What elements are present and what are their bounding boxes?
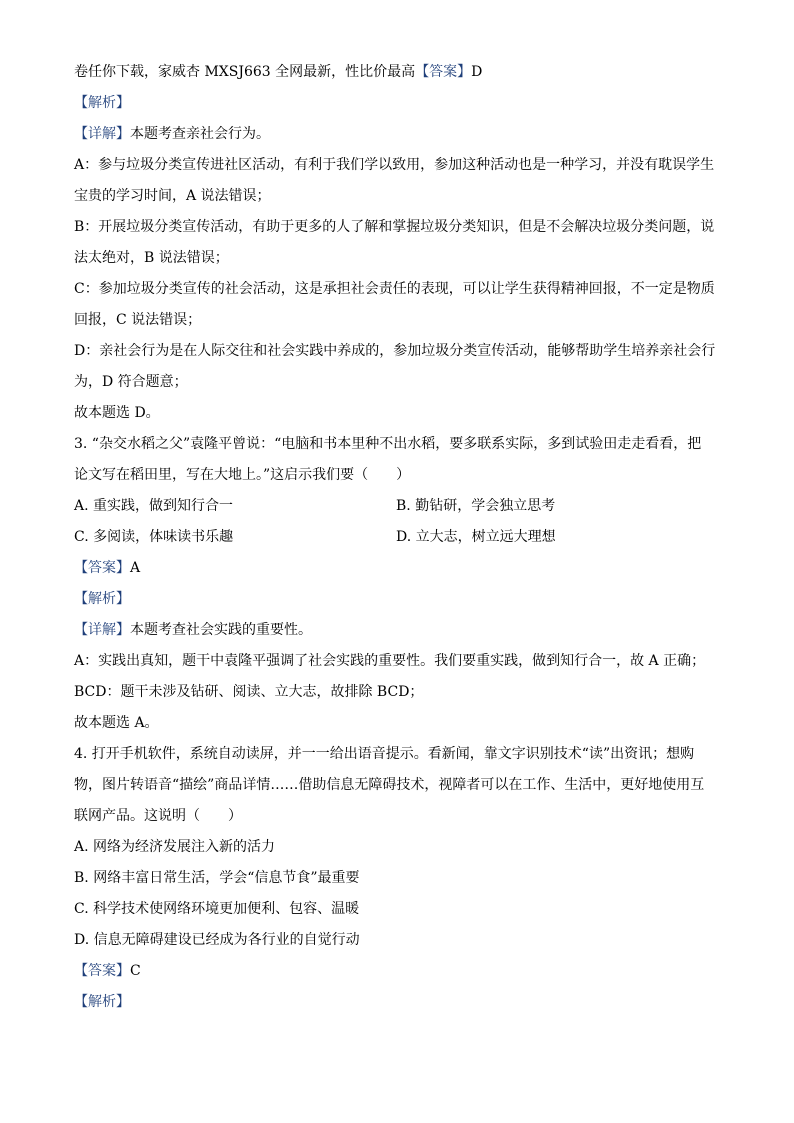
analysis-tag: 【解析】: [74, 994, 130, 1010]
answer-tag: 【答案】: [74, 560, 130, 576]
conclusion-line: 故本题选 D。: [74, 405, 160, 421]
option-a: A. 重实践，做到知行合一: [74, 498, 234, 514]
conclusion-line: 故本题选 A。: [74, 715, 159, 731]
explanation-line: A：实践出真知，题干中袁隆平强调了社会实践的重要性。我们要重实践，做到知行合一，故 A 正确；: [74, 653, 706, 669]
explanation-line: B：开展垃圾分类宣传活动，有助于更多的人了解和掌握垃圾分类知识，但是不会解决垃圾分类问题，说: [74, 219, 715, 235]
analysis-tag: 【解析】: [74, 95, 130, 111]
detail-tag: 【详解】: [74, 126, 130, 142]
answer-tag: 【答案】: [74, 963, 130, 979]
watermark-text: 卷任你下载，家威杏 MXSJ663 全网最新，性比价最高: [74, 64, 416, 80]
answer-line: [74, 961, 141, 981]
option-c: C. 多阅读，体味读书乐趣: [74, 529, 234, 545]
question-stem: 联网产品。这说明（ ）: [74, 808, 242, 824]
explanation-line: A：参与垃圾分类宣传进社区活动，有利于我们学以致用，参加这种活动也是一种学习，并没有耽误学生: [74, 157, 715, 173]
answer-value: A: [130, 560, 141, 576]
option-row: [74, 527, 556, 547]
detail-text: 本题考查亲社会行为。: [130, 126, 270, 142]
option-c: C. 科学技术使网络环境更加便利、包容、温暖: [74, 901, 360, 917]
option-row: [74, 496, 556, 516]
explanation-line: 法太绝对，B 说法错误；: [74, 250, 229, 266]
question-stem: 论文写在稻田里，写在大地上。”这启示我们要（ ）: [74, 467, 411, 483]
detail-line: [74, 620, 312, 640]
detail-line: [74, 124, 270, 144]
option-d: D. 立大志，树立远大理想: [396, 529, 556, 545]
detail-tag: 【详解】: [74, 622, 130, 638]
question-stem: 物，图片转语音“描绘”商品详情……借助信息无障碍技术，视障者可以在工作、生活中，更好地使用互: [74, 777, 705, 793]
question-stem: 3. “杂交水稻之父”袁隆平曾说：“电脑和书本里种不出水稻，要多联系实际，多到试验田走走看看，把: [74, 436, 702, 452]
option-a: A. 网络为经济发展注入新的活力: [74, 839, 276, 855]
option-b: B. 勤钻研，学会独立思考: [396, 498, 556, 514]
explanation-line: D：亲社会行为是在人际交往和社会实践中养成的，参加垃圾分类宣传活动，能够帮助学生培养亲社会行: [74, 343, 716, 359]
question-stem: 4. 打开手机软件，系统自动读屏，并一一给出语音提示。看新闻，靠文字识别技术“读”出资讯；想购: [74, 746, 695, 762]
answer-value: C: [130, 963, 141, 979]
analysis-tag: 【解析】: [74, 591, 130, 607]
answer-value: D: [471, 64, 483, 80]
q2-answer-line: [74, 62, 482, 82]
explanation-line: 回报，C 说法错误；: [74, 312, 202, 328]
answer-line: [74, 558, 140, 578]
option-b: B. 网络丰富日常生活，学会“信息节食”最重要: [74, 870, 360, 886]
explanation-line: 为，D 符合题意；: [74, 374, 188, 390]
detail-text: 本题考查社会实践的重要性。: [130, 622, 312, 638]
explanation-line: 宝贵的学习时间，A 说法错误；: [74, 188, 271, 204]
explanation-line: BCD：题干未涉及钻研、阅读、立大志，故排除 BCD；: [74, 684, 424, 700]
explanation-line: C：参加垃圾分类宣传的社会活动，这是承担社会责任的表现，可以让学生获得精神回报，不一定是物质: [74, 281, 715, 297]
option-d: D. 信息无障碍建设已经成为各行业的自觉行动: [74, 932, 360, 948]
answer-tag: 【答案】: [415, 64, 472, 80]
